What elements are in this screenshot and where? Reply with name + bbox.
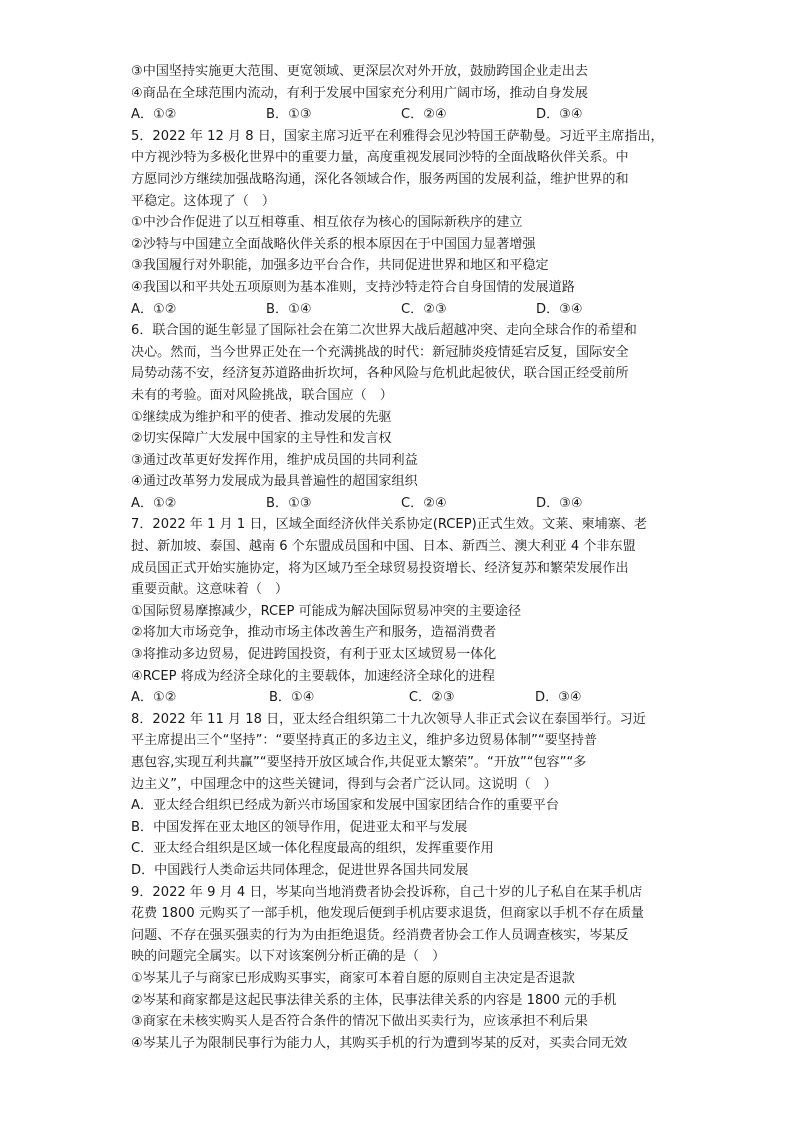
question-stem: 惠包容,实现互利共赢”“要坚持开放区域合作,共促亚太繁荣”。“开放”“包容”“多 <box>131 755 587 770</box>
answer-options <box>131 493 671 515</box>
statement-4: ④我国以和平共处五项原则为基本准则，支持沙特走符合自身国情的发展道路 <box>131 279 575 295</box>
option-c: C．②④ <box>401 107 447 123</box>
question-stem: 局势动荡不安，经济复苏道路曲折坎坷，各种风险与危机此起彼伏，联合国正经受前所 <box>131 366 629 382</box>
question-9 <box>131 882 671 1055</box>
statement-3: ③中国坚持实施更大范围、更宽领域、更深层次对外开放，鼓励跨国企业走出去 <box>131 64 588 79</box>
statement-3: ③商家在未核实购买人是否符合条件的情况下做出买卖行为，应该承担不利后果 <box>131 1014 588 1030</box>
option-d: D．③④ <box>535 690 582 706</box>
option-b: B．①③ <box>266 495 312 511</box>
statement-3: ③我国履行对外职能，加强多边平台合作，共同促进世界和地区和平稳定 <box>131 258 549 274</box>
question-stem: 挝、新加坡、泰国、越南 6 个东盟成员国和中国、日本、新西兰、澳大利亚 4 个非东盟 <box>131 539 636 555</box>
question-list <box>131 61 671 1054</box>
option-a: A．①② <box>131 107 177 123</box>
statement-2: ②沙特与中国建立全面战略伙伴关系的根本原因在于中国国力显著增强 <box>131 236 536 252</box>
question-stem: 映的问题完全属实。以下对该案例分析正确的是（ ） <box>131 949 446 965</box>
question-stem: 平主席提出三个“坚持”：“要坚持真正的多边主义，维护多边贸易体制”“要坚持普 <box>131 733 598 749</box>
option-b: B．①③ <box>266 107 312 123</box>
statement-1: ①岑某儿子与商家已形成购买事实，商家可本着自愿的原则自主决定是否退款 <box>131 970 575 986</box>
option-b: B．中国发挥在亚太地区的领导作用，促进亚太和平与发展 <box>131 819 468 835</box>
option-d: D．③④ <box>536 495 583 511</box>
statement-1: ①继续成为维护和平的使者、推动发展的先驱 <box>131 409 392 425</box>
question-stem: 中方视沙特为多极化世界中的重要力量，高度重视发展同沙特的全面战略伙伴关系。中 <box>131 150 629 166</box>
question-stem: 9．2022 年 9 月 4 日，岑某向当地消费者协会投诉称，自己十岁的儿子私自在某手机店 <box>131 884 643 900</box>
option-b: B．①④ <box>268 690 315 706</box>
question-stem: 花费 1800 元购买了一部手机，他发现后便到手机店要求退货，但商家以手机不存在质量 <box>131 906 645 922</box>
statement-4: ④RCEP 将成为经济全球化的主要载体，加速经济全球化的进程 <box>131 668 495 684</box>
question-stem: 重要贡献。这意味着（ ） <box>131 582 289 598</box>
answer-options <box>131 104 671 126</box>
statement-1: ①中沙合作促进了以互相尊重、相互依存为核心的国际新秩序的建立 <box>131 215 523 231</box>
question-stem: 决心。然而，当今世界正处在一个充满挑战的时代：新冠肺炎疫情延宕反复，国际安全 <box>131 344 629 360</box>
option-c: C．②④ <box>401 495 447 511</box>
statement-3: ③通过改革更好发挥作用，维护成员国的共同利益 <box>131 452 418 468</box>
statement-4: ④通过改革努力发展成为最具普遍性的超国家组织 <box>131 474 418 490</box>
question-stem: 7．2022 年 1 月 1 日，区域全面经济伙伴关系协定(RCEP)正式生效。文莱、柬埔寨、老 <box>131 517 647 533</box>
question-stem: 成员国正式开始实施协定，将为区域乃至全球贸易投资增长、经济复苏和繁荣发展作出 <box>131 560 629 576</box>
question-stem: 6．联合国的诞生彰显了国际社会在第二次世界大战后超越冲突、走向全球合作的希望和 <box>131 323 637 339</box>
option-d: D．③④ <box>536 107 583 123</box>
question-stem: 未有的考验。面对风险挑战，联合国应（ ） <box>131 387 393 403</box>
question-stem: 边主义”，中国理念中的这些关键词，得到与会者广泛认同。这说明（ ） <box>131 776 557 792</box>
statement-3: ③将推动多边贸易，促进跨国投资，有利于亚太区域贸易一体化 <box>131 647 497 663</box>
question-5 <box>131 126 671 320</box>
option-b: B．①④ <box>266 301 312 317</box>
answer-options <box>131 299 671 321</box>
answer-options <box>131 687 671 709</box>
option-a: A．①② <box>131 690 177 706</box>
question-stem: 5．2022 年 12 月 8 日，国家主席习近平在利雅得会见沙特国王萨勒曼。习近平主席指出， <box>131 128 664 144</box>
question-stem: 问题、不存在强买强卖的行为为由拒绝退货。经消费者协会工作人员调查核实，岑某反 <box>131 927 629 943</box>
option-a: A．①② <box>131 301 177 317</box>
question-stem: 方愿同沙方继续加强战略沟通，深化各领域合作，服务两国的发展利益，维护世界的和 <box>131 171 629 187</box>
option-a: A．①② <box>131 495 177 511</box>
question-6 <box>131 320 671 514</box>
statement-2: ②将加大市场竞争，推动市场主体改善生产和服务，造福消费者 <box>131 625 497 641</box>
statement-4: ④商品在全球范围内流动，有利于发展中国家充分利用广阔市场，推动自身发展 <box>131 85 588 101</box>
option-c: C．②③ <box>401 301 447 317</box>
question-7 <box>131 514 671 708</box>
statement-1: ①国际贸易摩擦减少，RCEP 可能成为解决国际贸易冲突的主要途径 <box>131 603 522 619</box>
option-c: C．亚太经合组织是区域一体化程度最高的组织，发挥重要作用 <box>131 841 494 857</box>
option-d: D．③④ <box>536 301 583 317</box>
statement-2: ②岑某和商家都是这起民事法律关系的主体，民事法律关系的内容是 1800 元的手机 <box>131 992 617 1008</box>
question-stem: 平稳定。这体现了（ ） <box>131 193 276 209</box>
statement-4: ④岑某儿子为限制民事行为能力人，其购买手机的行为遭到岑某的反对，买卖合同无效 <box>131 1035 628 1051</box>
option-d: D．中国践行人类命运共同体理念，促进世界各国共同发展 <box>131 862 469 878</box>
option-c: C．②③ <box>408 690 455 706</box>
question-stem: 8．2022 年 11 月 18 日，亚太经合组织第二十九次领导人非正式会议在泰国举行。习近 <box>131 711 646 727</box>
question-8 <box>131 709 671 882</box>
option-a: A．亚太经合组织已经成为新兴市场国家和发展中国家团结合作的重要平台 <box>131 798 559 814</box>
statement-2: ②切实保障广大发展中国家的主导性和发言权 <box>131 431 392 447</box>
question-4-tail <box>131 61 671 126</box>
